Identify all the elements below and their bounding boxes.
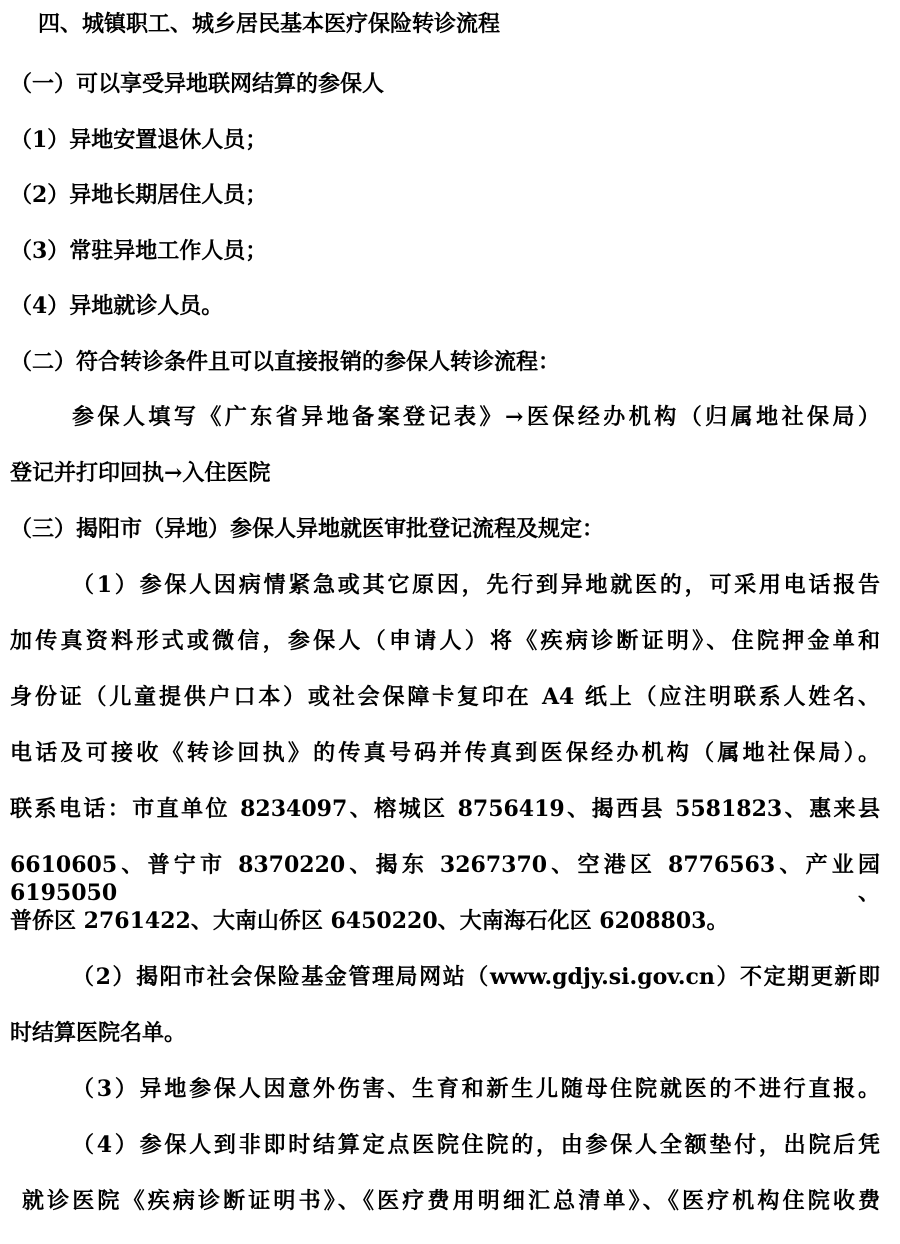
- contact-phone-line: 普侨区 2761422、大南山侨区 6450220、大南海石化区 6208803。: [10, 908, 729, 934]
- paragraph-line: （2）揭阳市社会保险基金管理局网站（www.gdjy.si.gov.cn）不定期更新即: [72, 964, 880, 990]
- contact-phone-line: 6610605、普宁市 8370220、揭东 3267370、空港区 8776563、产业园 6195050、: [10, 852, 880, 906]
- flow-text-line: 参保人填写《广东省异地备案登记表》→医保经办机构（归属地社保局）: [72, 404, 880, 430]
- paragraph-line: 就诊医院《疾病诊断证明书》、《医疗费用明细汇总清单》、《医疗机构住院收费: [22, 1188, 880, 1214]
- section-title-1: （一）可以享受异地联网结算的参保人: [10, 71, 385, 97]
- list-item: （2）异地长期居住人员；: [10, 182, 268, 208]
- section-title-2: （二）符合转诊条件且可以直接报销的参保人转诊流程：: [10, 349, 561, 375]
- paragraph-line: 加传真资料形式或微信，参保人（申请人）将《疾病诊断证明》、住院押金单和: [10, 628, 880, 654]
- list-item: （3）常驻异地工作人员；: [10, 238, 268, 264]
- contact-phone-line: 联系电话：市直单位 8234097、榕城区 8756419、揭西县 5581823、惠来县: [10, 796, 880, 822]
- section-title-3: （三）揭阳市（异地）参保人异地就医审批登记流程及规定：: [10, 516, 605, 542]
- flow-text-line: 登记并打印回执→入住医院: [10, 460, 271, 486]
- list-item: （4）异地就诊人员。: [10, 293, 224, 319]
- paragraph-line: （4）参保人到非即时结算定点医院住院的，由参保人全额垫付，出院后凭: [72, 1132, 880, 1158]
- document-heading: 四、城镇职工、城乡居民基本医疗保险转诊流程: [38, 11, 501, 37]
- paragraph-line: （1）参保人因病情紧急或其它原因，先行到异地就医的，可采用电话报告: [72, 572, 880, 598]
- paragraph-line: 电话及可接收《转诊回执》的传真号码并传真到医保经办机构（属地社保局）。: [10, 740, 880, 766]
- list-item: （1）异地安置退休人员；: [10, 127, 268, 153]
- paragraph-line: 身份证（儿童提供户口本）或社会保障卡复印在 A4 纸上（应注明联系人姓名、: [10, 684, 880, 710]
- paragraph-line: （3）异地参保人因意外伤害、生育和新生儿随母住院就医的不进行直报。: [72, 1076, 880, 1102]
- paragraph-line: 时结算医院名单。: [10, 1020, 187, 1046]
